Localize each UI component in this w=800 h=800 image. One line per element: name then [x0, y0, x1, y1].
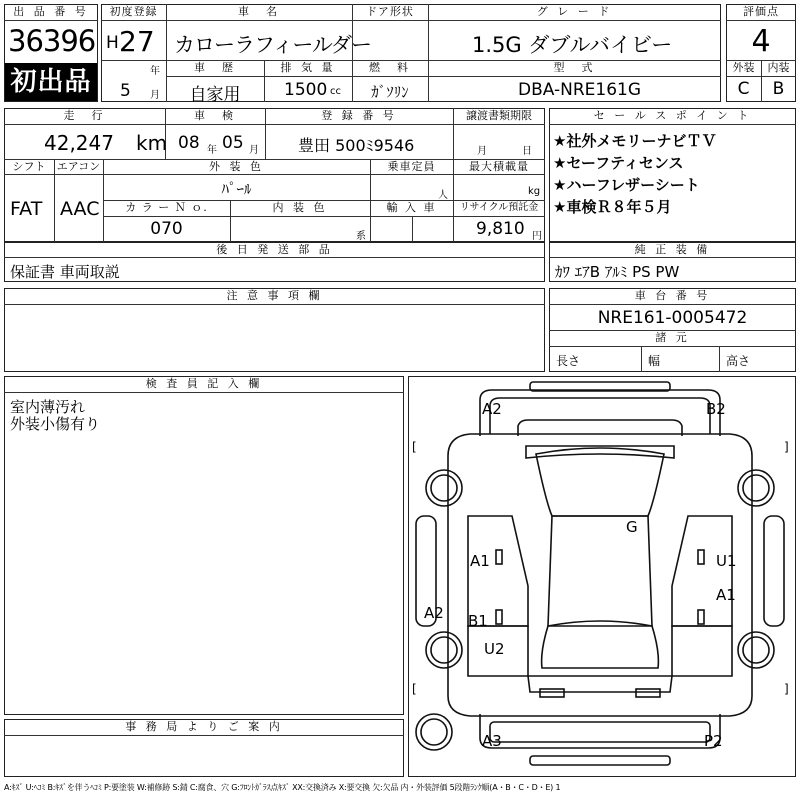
- recycle-unit: 円: [532, 231, 542, 242]
- reg-no: 豊田 500ﾐ9546: [298, 136, 415, 155]
- month-unit: 月: [150, 90, 160, 101]
- damage-mark-a3-rear-left: A3: [482, 732, 502, 750]
- damage-mark-p2-rear-right: P2: [704, 732, 723, 750]
- bracket-left-bottom: [: [412, 682, 417, 696]
- fuel: ｶﾞｿﾘﾝ: [371, 83, 409, 101]
- inspector-label: 検 査 員 記 入 欄: [145, 377, 263, 390]
- sales-points-label: セ ー ル ス ポ イ ン ト: [593, 109, 752, 122]
- score-label: 評価点: [743, 5, 779, 18]
- sales-point-2: ★セーフティセンス: [553, 154, 684, 172]
- damage-mark-a1-right-rear-door: A1: [716, 586, 736, 604]
- genuine-value: ｶﾜ ｴｱB ｱﾙﾐ PS PW: [555, 263, 680, 281]
- length-label: 長さ: [556, 354, 581, 368]
- inspector-line-1: 室内薄汚れ: [10, 398, 86, 416]
- load-unit: kg: [528, 186, 541, 197]
- sales-point-4: ★車検Ｒ８年５月: [553, 198, 672, 216]
- insp-year-unit: 年: [207, 145, 217, 156]
- vehicle-info-box: [4, 108, 545, 242]
- damage-mark-a1-left-front-door: A1: [470, 552, 490, 570]
- capacity-unit: 人: [438, 190, 448, 201]
- damage-mark-b1-left-rear-door: B1: [468, 612, 488, 630]
- displacement-label: 排 気 量: [280, 61, 336, 74]
- bracket-left-top: [: [412, 440, 417, 454]
- genuine-label: 純 正 装 備: [634, 243, 711, 256]
- fuel-label: 燃 料: [369, 61, 411, 74]
- first-reg-year: 27: [119, 25, 155, 58]
- color-no-label: カ ラ ー Ｎ ｏ.: [125, 201, 208, 214]
- later-parts-label: 後 日 発 送 部 品: [216, 243, 333, 256]
- height-label: 高さ: [726, 354, 751, 368]
- year-unit: 年: [150, 66, 160, 77]
- width-label: 幅: [648, 354, 661, 368]
- notes-label: 注 意 事 項 欄: [226, 289, 323, 302]
- history: 自家用: [189, 85, 241, 105]
- grade-label: グ レ ー ド: [536, 5, 613, 18]
- lot-number-label: 出 品 番 号: [13, 5, 89, 18]
- shift-label: シフト: [12, 160, 46, 173]
- insp-month-unit: 月: [249, 145, 259, 156]
- exterior-label: 外装: [732, 61, 755, 74]
- interior-grade: B: [772, 79, 785, 99]
- score: 4: [751, 24, 771, 59]
- load-label: 最大積載量: [469, 160, 529, 173]
- first-listing-badge: 初出品: [5, 63, 97, 101]
- interior-label: 内装: [767, 61, 790, 74]
- ac: AAC: [60, 198, 100, 220]
- ac-label: エアコン: [56, 160, 101, 173]
- transfer-label: 譲渡書類期限: [466, 109, 532, 122]
- inspection-label: 車 検: [194, 109, 236, 122]
- mileage-label: 走 行: [63, 109, 106, 122]
- sales-point-1: ★社外メモリーナビＴＶ: [553, 132, 717, 150]
- capacity-label: 乗車定員: [387, 160, 436, 173]
- model-label: 型 式: [553, 61, 596, 74]
- door-label: ドア形状: [366, 5, 414, 18]
- chassis-label: 車 台 番 号: [634, 289, 711, 302]
- car-name-label: 車 名: [238, 5, 280, 18]
- int-color-unit: 系: [356, 231, 366, 242]
- displacement-unit: cc: [330, 86, 341, 97]
- transfer-month-unit: 月: [477, 146, 487, 157]
- insp-year: 08: [178, 133, 200, 153]
- transfer-day-unit: 日: [522, 146, 532, 157]
- shift: FAT: [10, 198, 43, 220]
- history-label: 車 歴: [194, 61, 236, 74]
- legend: A:ｷｽﾞ U:ﾍｺﾐ B:ｷｽﾞを伴うﾍｺﾐ P:要塗装 W:補修跡 S:錆 C:腐食、穴 G:ﾌﾛﾝﾄｶﾞﾗｽ点ｷｽﾞ XX:交換済み X:要交換 欠:欠品 内・外装評価 5段階ﾗﾝｸ順(A・B・C・D・E) 1: [4, 783, 561, 792]
- int-color-label: 内 装 色: [272, 201, 328, 214]
- bracket-right-top: ]: [784, 440, 789, 454]
- reg-no-label: 登 録 番 号: [321, 109, 397, 122]
- office-label: 事 務 局 よ り ご 案 内: [125, 720, 283, 733]
- lot-number: 36396: [8, 24, 96, 58]
- chassis-number: NRE161-0005472: [597, 308, 748, 328]
- bracket-right-bottom: ]: [784, 682, 789, 696]
- sales-point-3: ★ハーフレザーシート: [553, 176, 700, 194]
- ext-color: ﾊﾟｰﾙ: [221, 180, 252, 198]
- dims-label: 諸 元: [655, 331, 690, 344]
- model: DBA-NRE161G: [518, 80, 642, 100]
- first-reg-month: 5: [120, 81, 131, 101]
- later-parts-value: 保証書 車両取説: [10, 263, 120, 281]
- damage-mark-a2-front-left: A2: [482, 400, 502, 418]
- recycle-label: リサイクル預託金: [459, 202, 539, 213]
- insp-month: 05: [222, 133, 244, 153]
- damage-mark-b2-front-right: B2: [706, 400, 726, 418]
- era: H: [106, 33, 119, 53]
- mileage: 42,247: [44, 131, 114, 155]
- mileage-unit: km: [136, 131, 168, 155]
- ext-color-label: 外 装 色: [209, 160, 264, 173]
- car-diagram: [408, 376, 796, 777]
- recycle: 9,810: [476, 219, 525, 239]
- first-reg-label: 初度登録: [109, 5, 158, 18]
- damage-mark-a2-left-side: A2: [424, 604, 444, 622]
- exterior-grade: C: [737, 79, 750, 99]
- damage-mark-u2-left-rear: U2: [484, 640, 505, 658]
- damage-mark-u1-right-front-door: U1: [716, 552, 737, 570]
- car-name: カローラフィールダー: [174, 33, 372, 57]
- inspector-line-2: 外装小傷有り: [10, 415, 101, 433]
- displacement: 1500: [284, 80, 328, 100]
- damage-mark-g-windshield: G: [626, 518, 638, 536]
- grade: 1.5G ダブルバイビー: [472, 33, 673, 57]
- color-no: 070: [150, 219, 183, 239]
- import-label: 輸 入 車: [386, 201, 437, 214]
